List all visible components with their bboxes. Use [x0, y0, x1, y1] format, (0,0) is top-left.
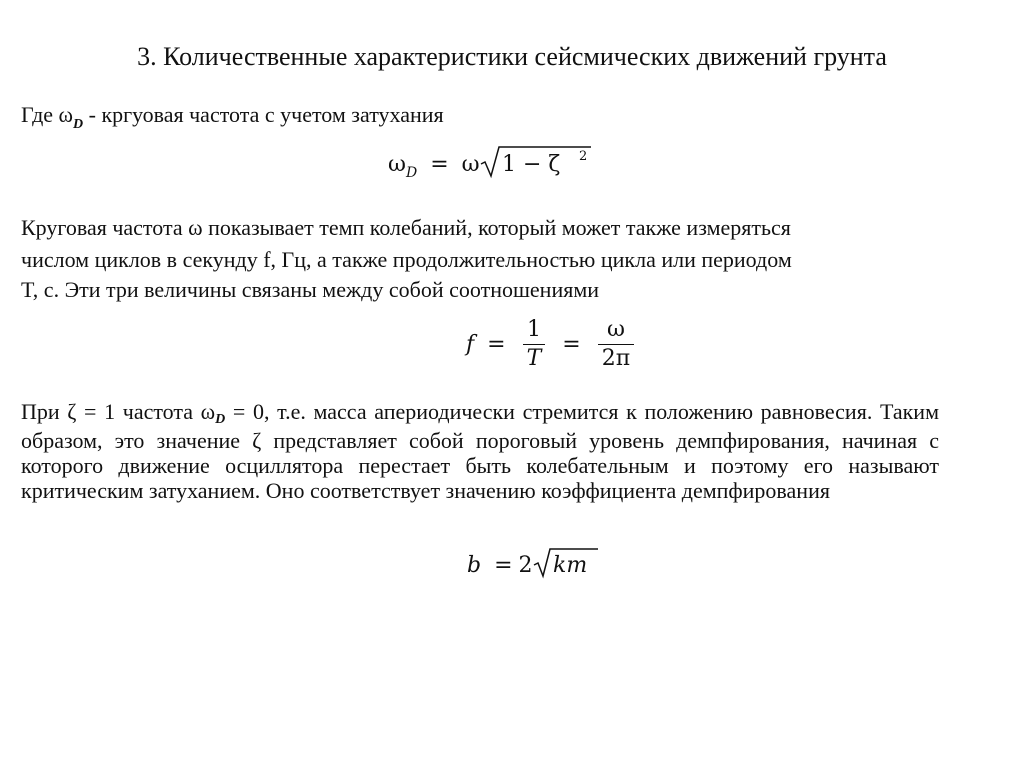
paragraph1-line1: Круговая частота ω показывает темп колебаний, который может также измеряться	[21, 215, 791, 240]
paragraph2-subscript: D	[215, 412, 226, 427]
fraction-omega-over-2pi	[598, 318, 634, 371]
formula1-power: 2	[578, 149, 587, 164]
formula-critical-damping	[467, 547, 599, 585]
formula2-eq1: =	[487, 332, 506, 357]
intro-subscript: D	[73, 117, 84, 132]
formula2-num2: ω	[598, 318, 634, 345]
formula2-lhs: f	[466, 332, 475, 357]
formula1-eq: =	[430, 152, 449, 177]
intro-prefix: Где ω	[21, 102, 74, 127]
formula-frequency-relation	[466, 318, 638, 371]
sqrt-symbol	[480, 145, 592, 185]
formula1-omega: ω	[461, 152, 480, 177]
fraction-one-over-t	[523, 318, 546, 371]
formula3-eq: =	[494, 553, 513, 578]
formula3-radicand: km	[552, 553, 587, 578]
formula1-lhs: ω	[388, 152, 406, 177]
formula1-lhs-sub: D	[405, 165, 418, 181]
paragraph1-line3: T, с. Эти три величины связаны между собой соотношениями	[21, 277, 600, 302]
intro-line	[21, 101, 444, 133]
paragraph2	[21, 399, 939, 503]
formula2-eq2: =	[562, 332, 581, 357]
formula1-radicand: 1 − ζ	[501, 152, 560, 177]
formula2-den2: 2π	[601, 346, 631, 371]
formula2-num1: 1	[523, 318, 546, 345]
paragraph1-line2: числом циклов в секунду f, Гц, а также продолжительностью цикла или периодом	[21, 247, 792, 272]
paragraph2-part1: При ζ = 1 частота ω	[21, 399, 216, 424]
formula2-den1: T	[526, 346, 542, 371]
intro-suffix: - кргуовая частота с учетом затухания	[83, 102, 444, 127]
paragraph2-part2: = 0, т.е. масса апериодически стремится к положению равновесия. Таким образом, это значение ζ представляет собой пороговый уровень демпфирования, начиная с которого движение осциллятора перестает быть колебательным и поэтому его называют критическим затуханием. Оно соответствует значению коэффициента демпфирования	[21, 399, 939, 503]
slide-title: 3. Количественные характеристики сейсмических движений грунта	[137, 42, 887, 71]
sqrt-symbol	[533, 547, 599, 585]
formula-damped-frequency	[388, 145, 592, 185]
formula3-lhs: b	[467, 553, 482, 578]
formula3-coef: 2	[518, 553, 533, 578]
